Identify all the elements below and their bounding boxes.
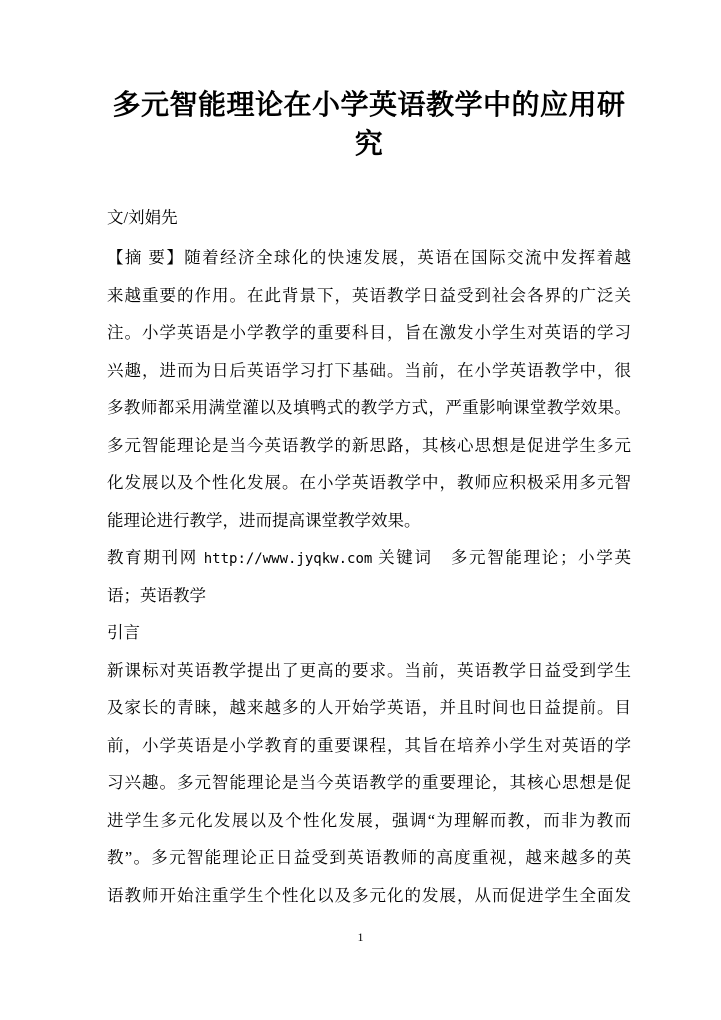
page-number: 1 [357, 930, 364, 944]
document-body [107, 199, 631, 914]
abstract-line: 【摘 要】随着经济全球化的快速发展，英语在国际交流中发挥着越 [107, 248, 631, 267]
keywords-continuation: 语；英语教学 [107, 585, 206, 605]
intro-line: 习兴趣。多元智能理论是当今英语教学的重要理论，其核心思想是促 [107, 773, 631, 792]
intro-line: 前，小学英语是小学教育的重要课程，其旨在培养小学生对英语的学 [107, 735, 631, 755]
intro-line: 语教师开始注重学生个性化以及多元化的发展，从而促进学生全面发 [107, 885, 631, 905]
keywords-label: 关键词 [372, 548, 451, 567]
abstract-line: 兴趣，进而为日后英语学习打下基础。当前，在小学英语教学中，很 [107, 360, 631, 380]
journal-url: http://www.jyqkw.com [203, 551, 373, 567]
intro-line: 及家长的青睐，越来越多的人开始学英语，并且时间也日益提前。目 [107, 698, 631, 717]
byline: 文/刘娟先 [107, 208, 178, 227]
keywords-text: 多元智能理论；小学英 [450, 548, 632, 567]
abstract-line: 多教师都采用满堂灌以及填鸭式的教学方式，严重影响课堂教学效果。 [107, 398, 631, 417]
intro-line: 教”。多元智能理论正日益受到英语教师的高度重视，越来越多的英 [107, 848, 631, 867]
title-line-2: 究 [354, 129, 384, 160]
abstract-line: 注。小学英语是小学教学的重要科目，旨在激发小学生对英语的学习 [107, 323, 631, 342]
abstract-line: 来越重要的作用。在此背景下，英语教学日益受到社会各界的广泛关 [107, 285, 631, 305]
intro-line: 新课标对英语教学提出了更高的要求。当前，英语教学日益受到学生 [107, 660, 631, 680]
intro-line: 进学生多元化发展以及个性化发展，强调“为理解而教，而非为教而 [107, 810, 631, 830]
journal-site-name: 教育期刊网 [107, 548, 204, 567]
document-title [107, 86, 631, 164]
abstract-line: 多元智能理论是当今英语教学的新思路，其核心思想是促进学生多元 [107, 435, 631, 455]
source-keywords-line [107, 539, 631, 577]
abstract-line: 化发展以及个性化发展。在小学英语教学中，教师应积极采用多元智 [107, 473, 631, 492]
title-line-1: 多元智能理论在小学英语教学中的应用研 [112, 90, 626, 121]
abstract-line: 能理论进行教学，进而提高课堂教学效果。 [107, 510, 421, 530]
intro-heading: 引言 [107, 623, 140, 642]
